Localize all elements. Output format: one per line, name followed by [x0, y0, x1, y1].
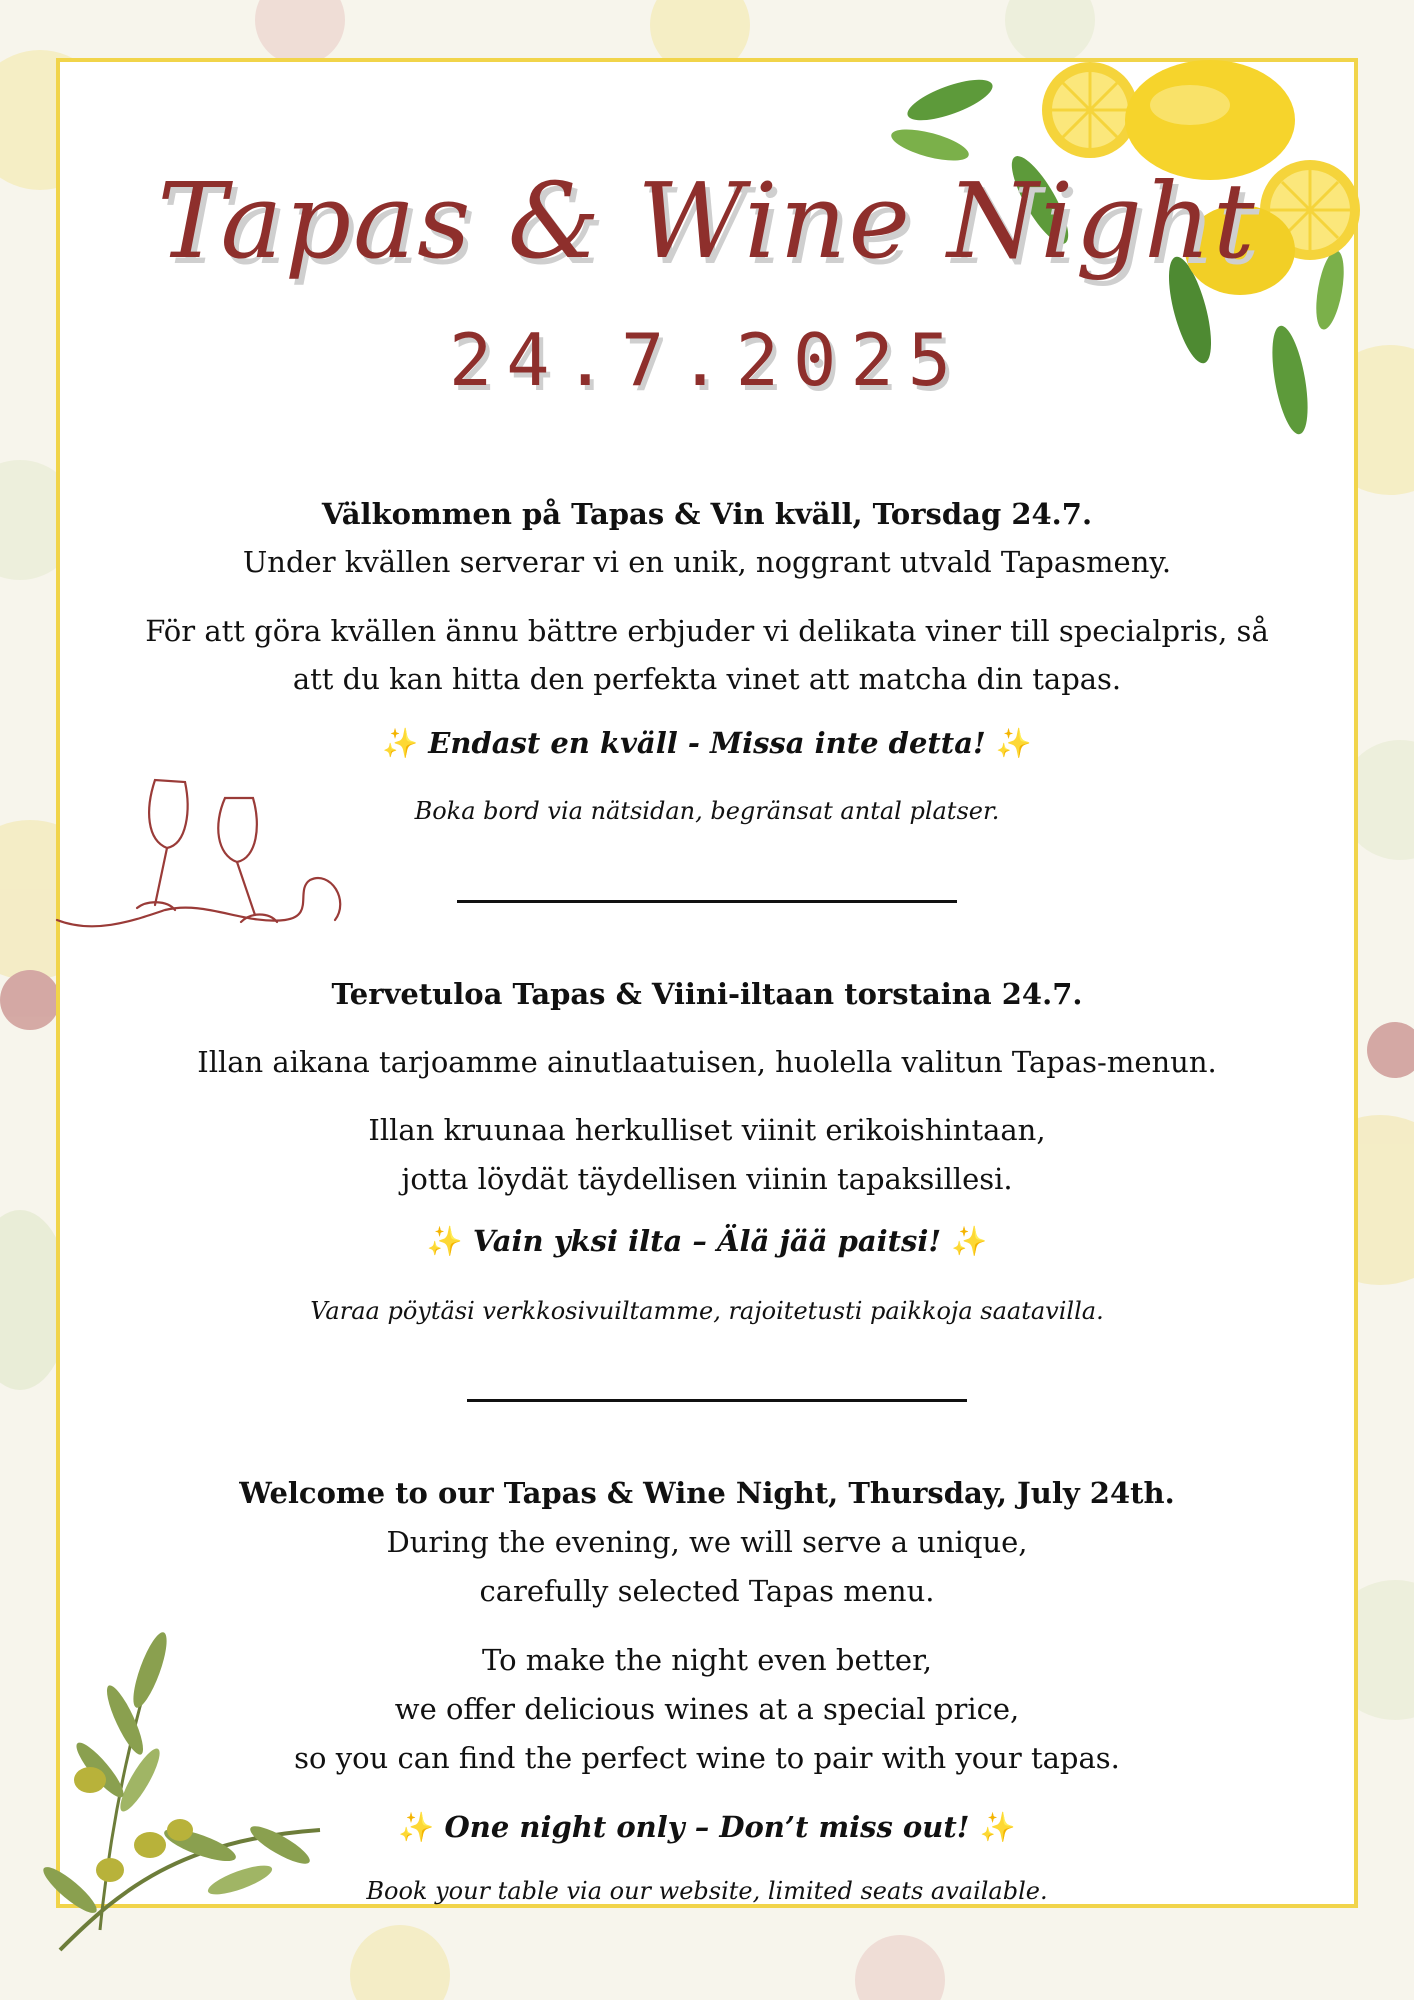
english-booking: Book your table via our website, limited seats available.	[366, 1877, 1048, 1905]
wine-glasses-icon	[55, 770, 355, 940]
swedish-line-1: Under kvällen serverar vi en unik, noggrant utvald Tapasmeny.	[242, 545, 1172, 579]
finnish-highlight	[0, 1224, 1414, 1259]
english-highlight	[0, 1810, 1414, 1845]
finnish-booking: Varaa pöytäsi verkkosivuiltamme, rajoitetusti paikkoja saatavilla.	[310, 1297, 1104, 1325]
section-divider	[467, 1399, 967, 1402]
swedish-line-3: att du kan hitta den perfekta vinet att matcha din tapas.	[292, 662, 1122, 696]
sparkle-icon: ✨	[951, 1224, 988, 1258]
swedish-booking: Boka bord via nätsidan, begränsat antal platser.	[414, 797, 1000, 825]
sparkle-icon: ✨	[398, 1810, 435, 1844]
section-divider	[457, 900, 957, 903]
sparkle-icon: ✨	[995, 726, 1032, 760]
swedish-highlight-text: Endast en kväll - Missa inte detta!	[428, 726, 986, 760]
english-line-3: To make the night even better,	[482, 1643, 932, 1677]
finnish-line-3: jotta löydät täydellisen viinin tapaksillesi.	[401, 1162, 1013, 1196]
finnish-heading: Tervetuloa Tapas & Viini-iltaan torstaina 24.7.	[331, 977, 1083, 1011]
olive-branch-decoration	[40, 1630, 340, 1960]
sparkle-icon: ✨	[979, 1810, 1016, 1844]
sparkle-icon: ✨	[426, 1224, 463, 1258]
swedish-heading: Välkommen på Tapas & Vin kväll, Torsdag 24.7.	[321, 497, 1093, 531]
english-line-2: carefully selected Tapas menu.	[479, 1574, 935, 1608]
english-line-1: During the evening, we will serve a unique,	[386, 1525, 1028, 1559]
sparkle-icon: ✨	[382, 726, 419, 760]
finnish-line-1: Illan aikana tarjoamme ainutlaatuisen, huolella valitun Tapas-menun.	[197, 1045, 1217, 1079]
english-line-4: we offer delicious wines at a special price,	[394, 1692, 1020, 1726]
finnish-line-2: Illan kruunaa herkulliset viinit erikoishintaan,	[368, 1113, 1046, 1147]
english-highlight-text: One night only – Don’t miss out!	[444, 1810, 970, 1844]
finnish-highlight-text: Vain yksi ilta – Älä jää paitsi!	[472, 1224, 942, 1258]
event-title: Tapas & Wine Night	[157, 160, 1257, 282]
event-date: 24.7.2025	[448, 318, 966, 402]
swedish-line-2: För att göra kvällen ännu bättre erbjuder vi delikata viner till specialpris, så	[145, 614, 1269, 648]
english-heading: Welcome to our Tapas & Wine Night, Thursday, July 24th.	[239, 1476, 1175, 1510]
english-line-5: so you can find the perfect wine to pair with your tapas.	[294, 1741, 1120, 1775]
swedish-highlight	[0, 726, 1414, 761]
